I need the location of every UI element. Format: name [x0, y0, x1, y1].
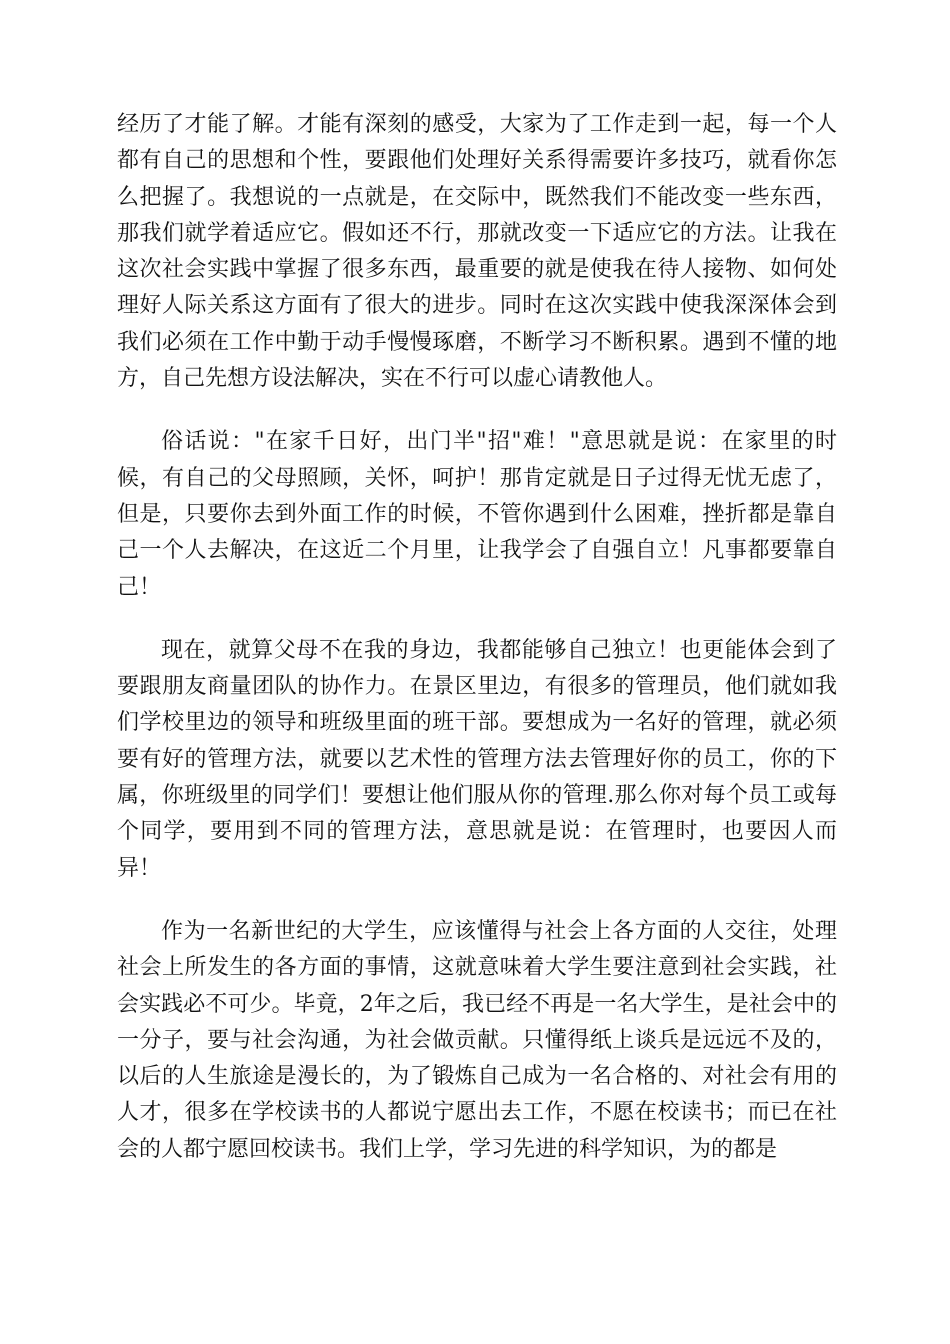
- paragraph-2: 俗话说："在家千日好，出门半"招"难！"意思就是说：在家里的时候，有自己的父母照顾，关怀，呵护！那肯定就是日子过得无忧无虑了，但是，只要你去到外面工作的时候，不管你遇到什么困难，挫折都是靠自己一个人去解决，在这近二个月里，让我学会了自强自立！凡事都要靠自己！: [117, 429, 837, 600]
- paragraph-3: 现在，就算父母不在我的身边，我都能够自己独立！也更能体会到了要跟朋友商量团队的协作力。在景区里边，有很多的管理员，他们就如我们学校里边的领导和班级里面的班干部。要想成为一名好的管理，就必须要有好的管理方法，就要以艺术性的管理方法去管理好你的员工，你的下属，你班级里的同学们！要想让他们服从你的管理.那么你对每个员工或每个同学，要用到不同的管理方法，意思就是说：在管理时，也要因人而异！: [117, 637, 837, 881]
- paragraph-4: 作为一名新世纪的大学生，应该懂得与社会上各方面的人交往，处理社会上所发生的各方面的事情，这就意味着大学生要注意到社会实践，社会实践必不可少。毕竟，2年之后，我已经不再是一名大学生，是社会中的一分子，要与社会沟通，为社会做贡献。只懂得纸上谈兵是远远不及的，以后的人生旅途是漫长的，为了锻炼自己成为一名合格的、对社会有用的人才，很多在学校读书的人都说宁愿出去工作，不愿在校读书；而已在社会的人都宁愿回校读书。我们上学，学习先进的科学知识，为的都是: [117, 918, 837, 1162]
- document-body: [117, 107, 837, 1195]
- paragraph-1: 经历了才能了解。才能有深刻的感受，大家为了工作走到一起，每一个人都有自己的思想和个性，要跟他们处理好关系得需要许多技巧，就看你怎么把握了。我想说的一点就是，在交际中，既然我们不能改变一些东西，那我们就学着适应它。假如还不行，那就改变一下适应它的方法。让我在这次社会实践中掌握了很多东西，最重要的就是使我在待人接物、如何处理好人际关系这方面有了很大的进步。同时在这次实践中使我深深体会到我们必须在工作中勤于动手慢慢琢磨，不断学习不断积累。遇到不懂的地方，自己先想方设法解决，实在不行可以虚心请教他人。: [117, 112, 837, 392]
